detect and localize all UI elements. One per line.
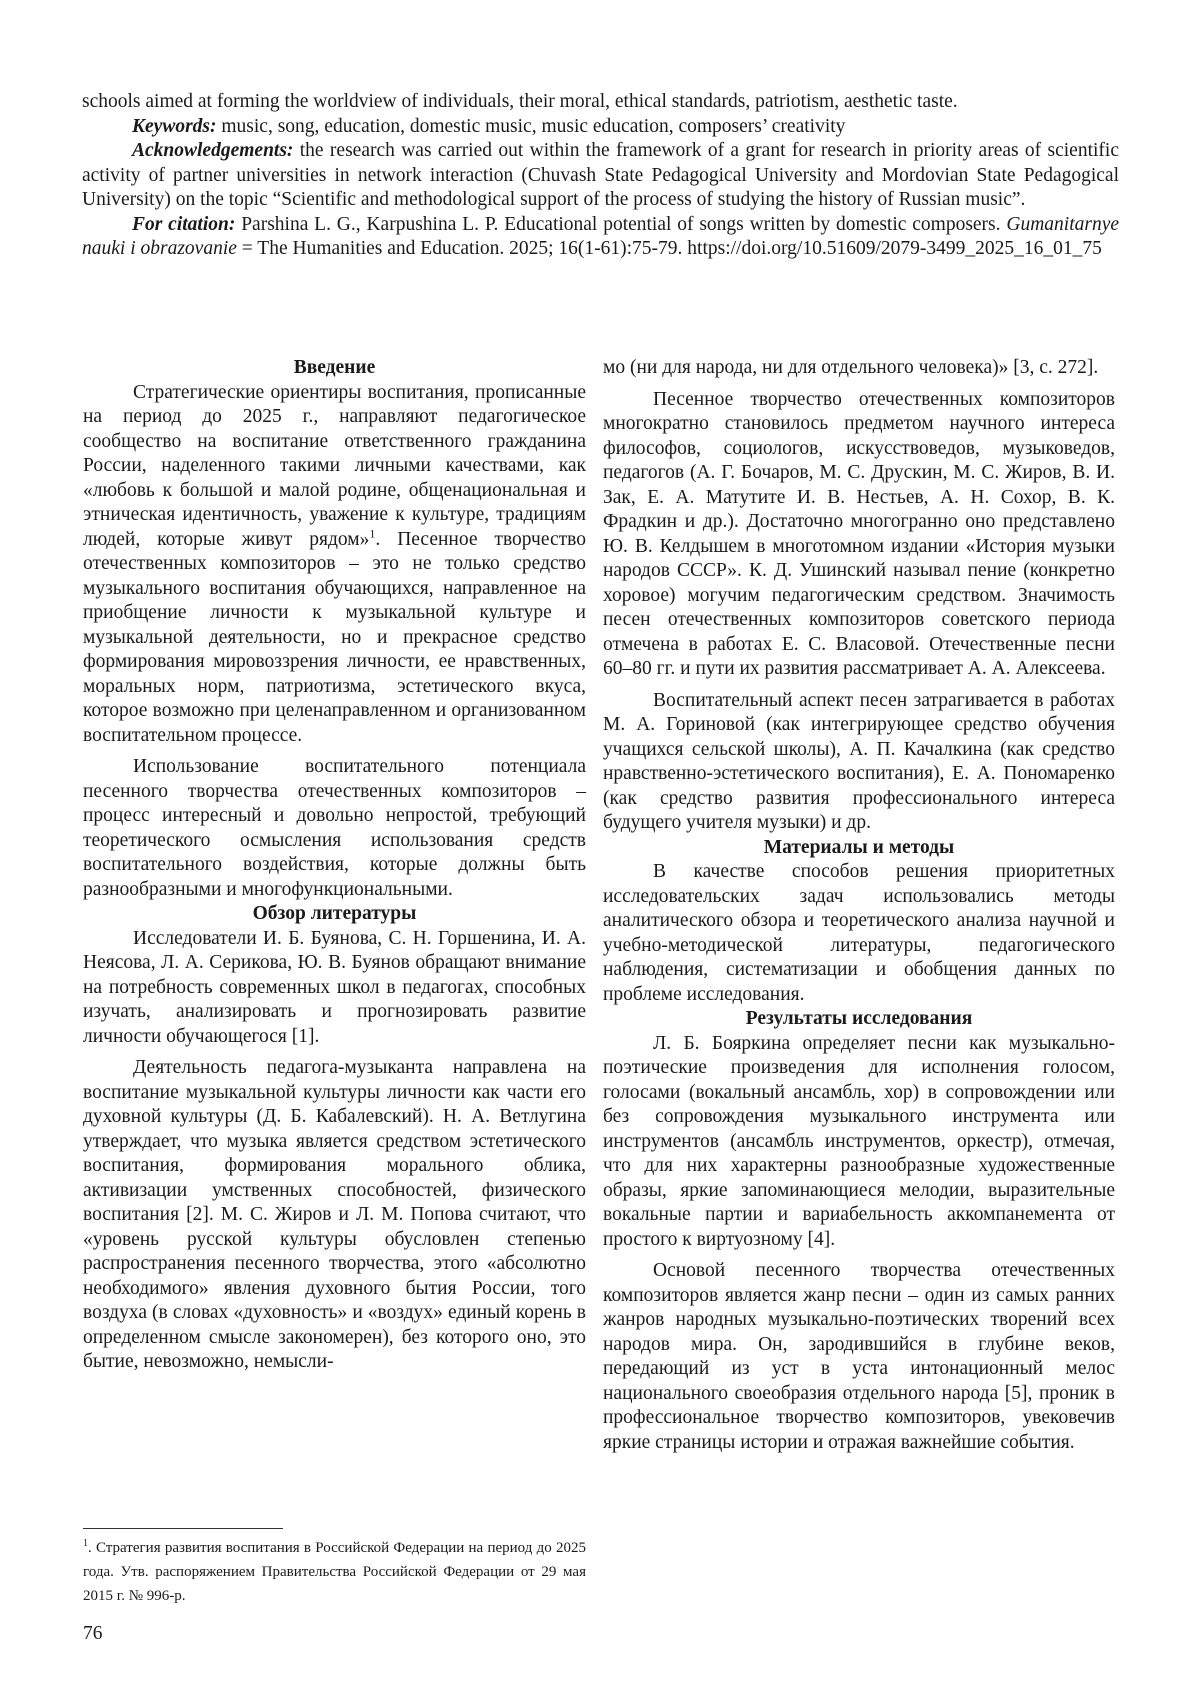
paragraph: Воспитательный аспект песен затрагивается в работах М. А. Гориновой (как интегрирующее средство обучения учащихся сельской школы), А. П. Качалкина (как средство нравственно-эстетического воспитания), Е. А. Пономаренко (как средство развития профессионального интереса будущего учителя музыки) и др. [603, 689, 1115, 833]
paragraph-text: Стратегические ориентиры воспитания, прописанные на период до 2025 г., направляют педагогическое сообщество на воспитание ответственного гражданина России, наделенного такими личными качествами, как «любовь к большой и малой родине, общенациональная и этническая идентичность, уважение к культуре, традициям людей, которые живут рядом» [83, 381, 586, 550]
citation [82, 213, 1119, 262]
footnote-text: . Стратегия развития воспитания в Российской Федерации на период до 2025 года. Утв. распоряжением Правительства Российской Федерации от 29 мая 2015 г. № 996-р. [83, 1540, 586, 1604]
paragraph [83, 381, 586, 749]
keywords-label: Keywords: [132, 115, 217, 137]
acknowledgements-label: Acknowledgements: [132, 140, 294, 161]
footnote-ref: 1 [369, 526, 376, 540]
paragraph: Использование воспитательного потенциала песенного творчества отечественных композиторов – процесс интересный и довольно непростой, требующий теоретического осмысления использования средств воспитательного воздействия, которые должны быть разнообразными и многофункциональными. [83, 756, 586, 900]
paragraph-text: . Песенное творчество отечественных композиторов – это не только средство музыкального воспитания обучающихся, направленное на приобщение личности к музыкальной культуре и музыкальной деятельности, но и прекрасное средство формирования мировоззрения личности, ее нравственных, моральных норм, патриотизма, эстетического вкуса, которое возможно при целенаправленном и организованном воспитательном процессе. [83, 528, 586, 746]
paragraph: Л. Б. Бояркина определяет песни как музыкально-поэтические произведения для исполнения голосом, голосами (вокальный ансамбль, хор) в сопровождении или без сопровождения музыкального инструмента или инструментов (ансамбль инструментов, оркестр), отмечая, что для них характерны разнообразные художественные образы, яркие запоминающиеся мелодии, выразительные вокальные партии и вариабельность аккомпанемента от простого к виртуозному [4]. [603, 1032, 1115, 1250]
citation-text-a: Parshina L. G., Karpushina L. P. Educational potential of songs written by domestic composers. [235, 213, 1007, 235]
citation-label: For citation: [132, 213, 236, 235]
right-column [603, 356, 1115, 1455]
paragraph: Исследователи И. Б. Буянова, С. Н. Горшенина, И. А. Неясова, Л. А. Серикова, Ю. В. Буянов обращают внимание на потребность современных школ в педагогах, способных изучать, анализировать и прогнозировать развитие личности обучающегося [1]. [83, 927, 586, 1047]
footnote-mark: 1 [83, 1538, 88, 1549]
citation-text-b: = The Humanities and Education. 2025; 16(1-61):75-79. https://doi.org/10.51609/2079-3499_2025_16_01_75 [236, 238, 1102, 259]
paragraph: Песенное творчество отечественных композиторов многократно становилось предметом научного интереса философов, социологов, искусствоведов, музыковедов, педагогов (А. Г. Бочаров, М. С. Друскин, М. С. Жиров, В. И. Зак, Е. А. Матутите И. В. Нестьев, А. Н. Сохор, В. К. Фрадкин и др.). Достаточно многогранно оно представлено Ю. В. Келдышем в многотомном издании «История музыки народов СССР». К. Д. Ушинский называл пение (конкретно хоровое) могучим педагогическим средством. Значимость песен отечественных композиторов советского периода отмечена в работах Е. С. Власовой. Отечественные песни 60–80 гг. и пути их развития рассматривает А. А. Алексеева. [603, 388, 1115, 679]
heading-literature-review: Обзор литературы [252, 903, 417, 924]
paragraph: В качестве способов решения приоритетных исследовательских задач использовались методы аналитического обзора и теоретического анализа научной и учебно-методической литературы, педагогического наблюдения, систематизации и обобщения данных по проблеме исследования. [603, 861, 1115, 1005]
heading-materials-methods: Материалы и методы [763, 836, 955, 858]
acknowledgements [82, 139, 1119, 213]
keywords-text: music, song, education, domestic music, music education, composers’ creativity [216, 115, 846, 137]
citation-journal: Gumanitarnye nauki i obrazovanie [82, 213, 1120, 259]
page-number: 76 [83, 1623, 103, 1644]
left-column [83, 356, 586, 1375]
heading-introduction: Введение [293, 357, 376, 378]
keywords [82, 115, 1119, 140]
acknowledgements-text: the research was carried out within the framework of a grant for research in priority areas of scientific activity of partner universities in network interaction (Chuvash State Pedagogical University and Mordovian State Pedagogical University) on the topic “Scientific and methodological support of the process of studying the history of Russian music”. [82, 140, 1119, 210]
paragraph: Основой песенного творчества отечественных композиторов является жанр песни – один из самых ранних жанров народных музыкально-поэтических творений всех народов мира. Он, зародившийся в глубине веков, передающий из уст в уста интонационный мелос национального своеобразия отдельного народа [5], проник в профессиональное творчество композиторов, увековечив яркие страницы истории и отражая важнейшие события. [603, 1260, 1115, 1453]
abstract-continuation: schools aimed at forming the worldview of individuals, their moral, ethical standards, patriotism, aesthetic taste. [82, 91, 958, 112]
paragraph-continuation: мо (ни для народа, ни для отдельного человека)» [3, с. 272]. [603, 357, 1099, 378]
abstract-block [82, 90, 1119, 262]
paragraph: Деятельность педагога-музыканта направлена на воспитание музыкальной культуры личности как части его духовной культуры (Д. Б. Кабалевский). Н. А. Ветлугина утверждает, что музыка является средством эстетического воспитания, формирования морального облика, активизации умственных способностей, физического воспитания [2]. М. С. Жиров и Л. М. Попова считают, что «уровень русской культуры обусловлен степенью распространения песенного творчества, этого «абсолютно необходимого» явления духовного бытия России, того воздуха (в словах «духовность» и «воздух» единый корень в определенном смысле закономерен), без которого оно, это бытие, невозможно, немысли- [83, 1057, 586, 1372]
footnote [83, 1536, 586, 1608]
heading-results: Результаты исследования [745, 1008, 973, 1029]
footnote-divider [83, 1528, 283, 1529]
